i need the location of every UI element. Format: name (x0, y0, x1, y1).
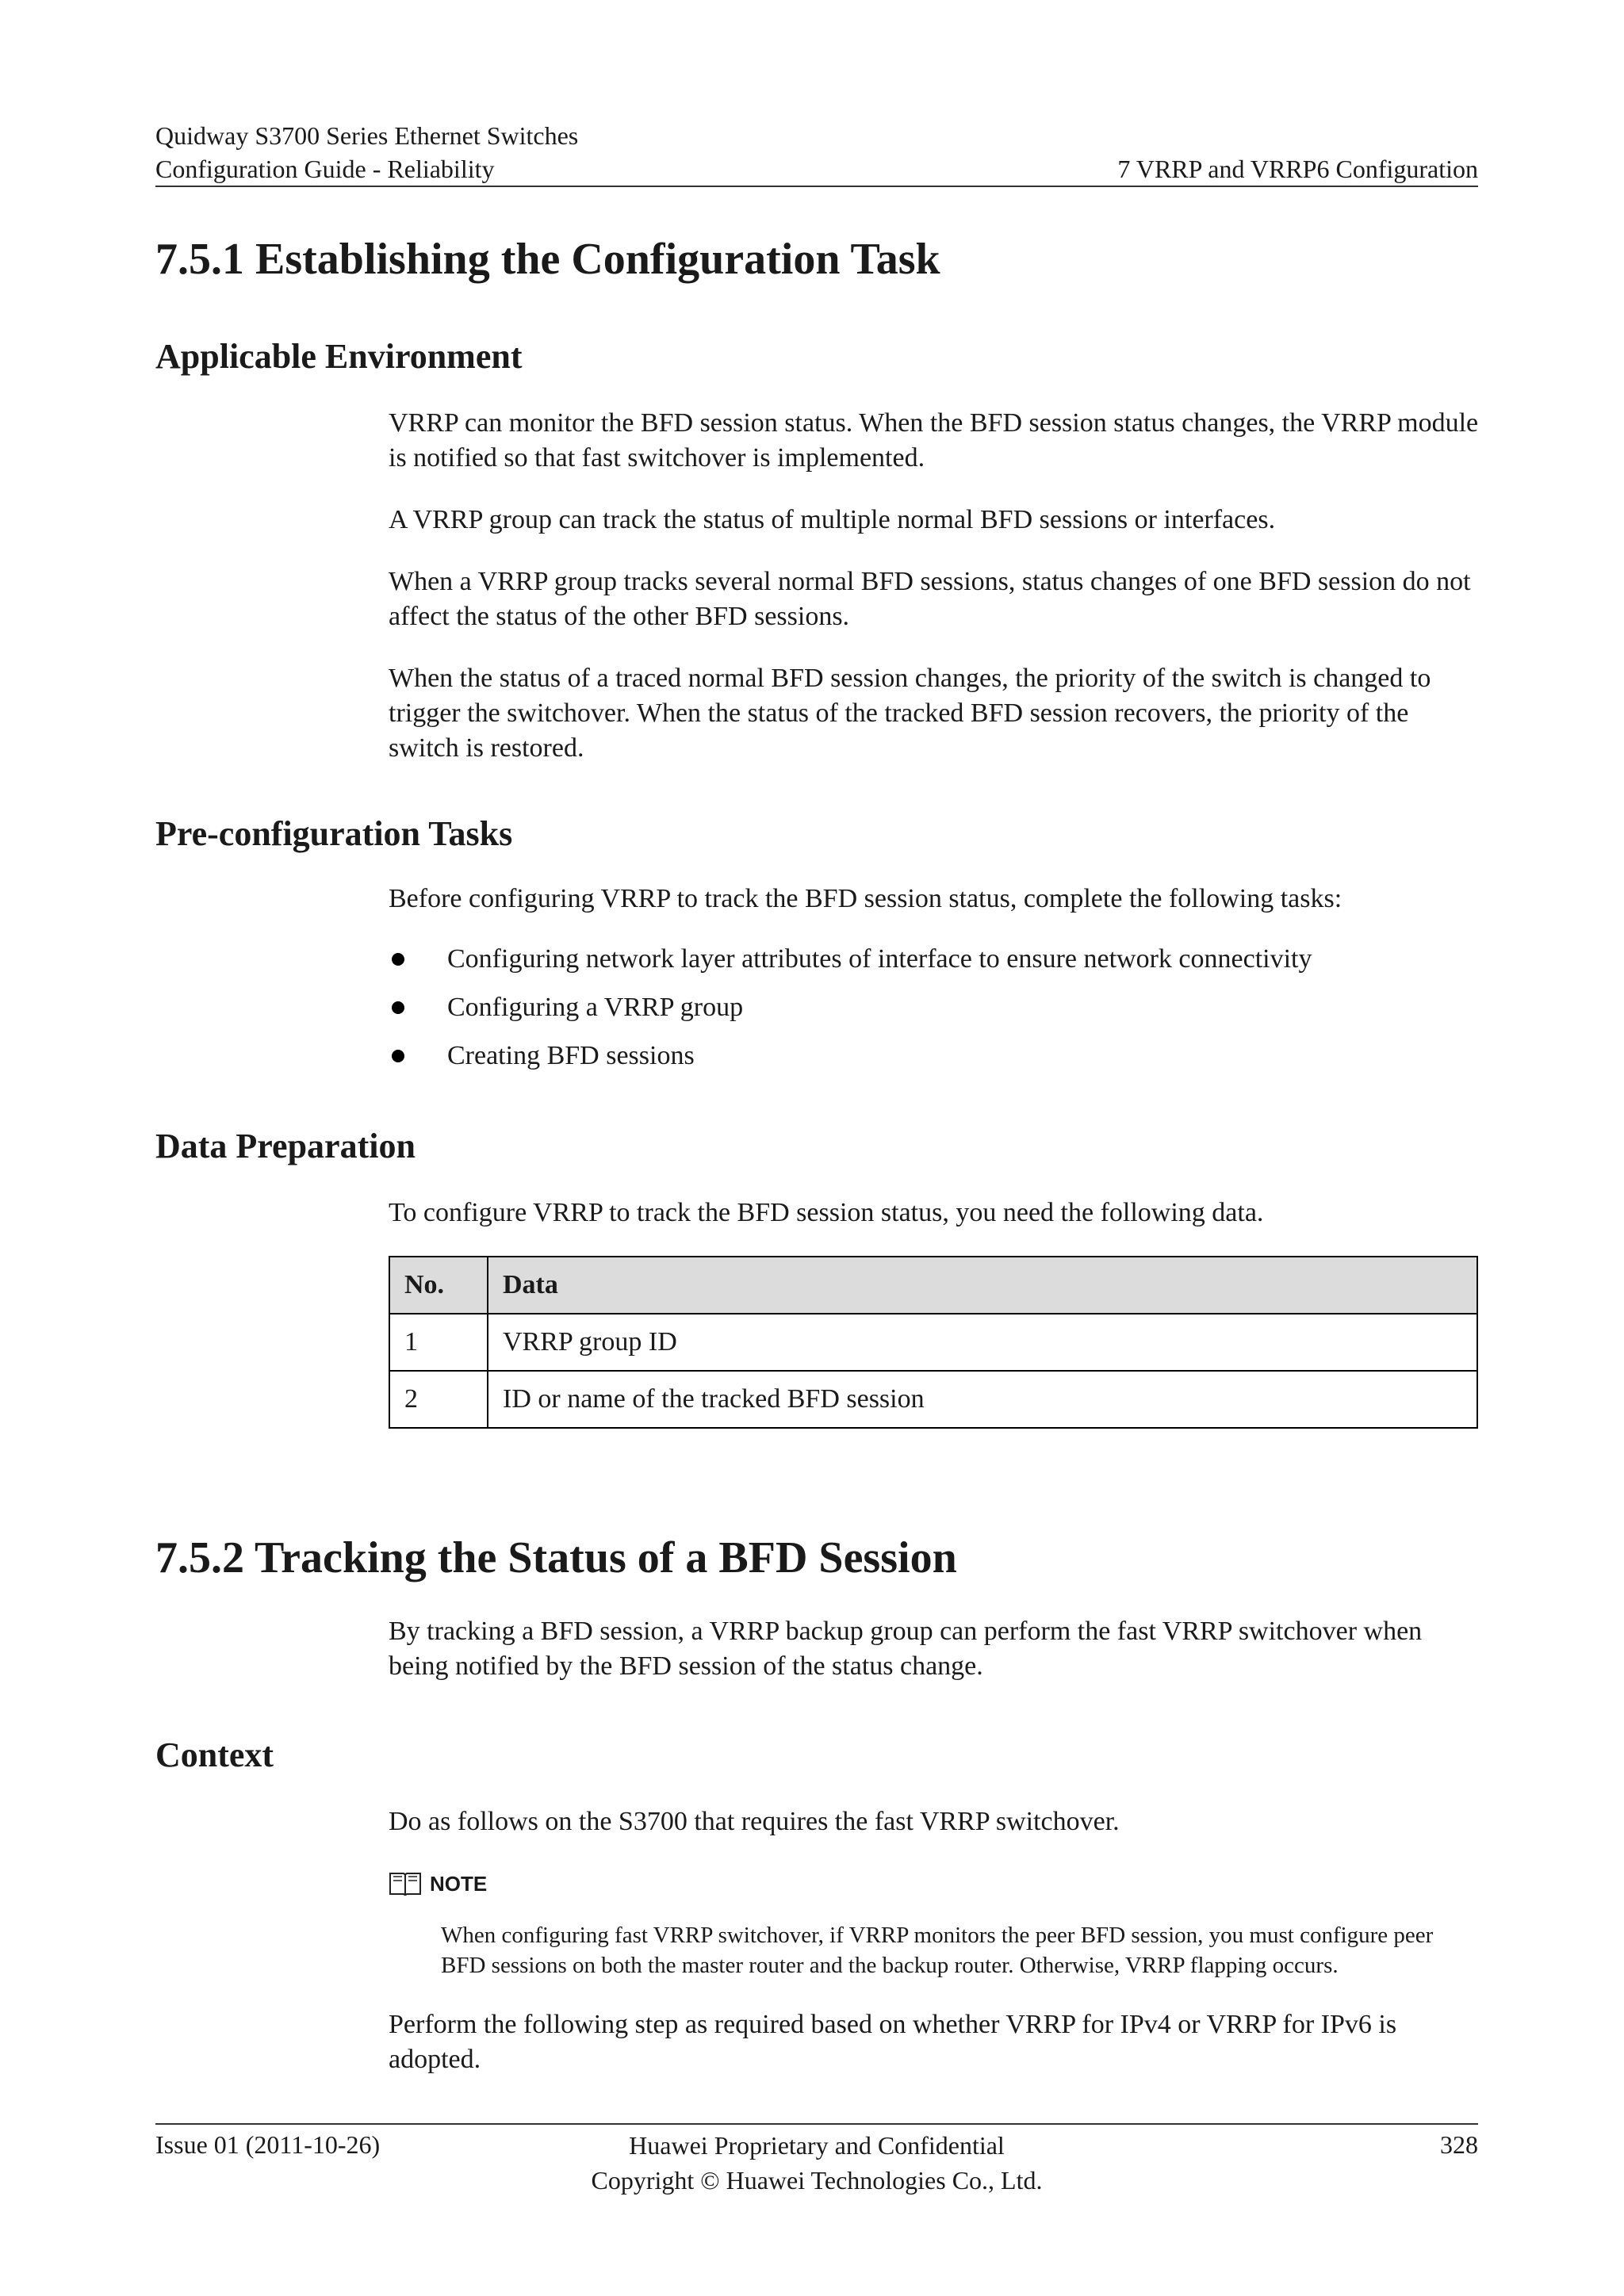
paragraph-tracking-intro: By tracking a BFD session, a VRRP backup group can perform the fast VRRP switchover when being notified by the BFD session of the status change. (389, 1617, 1423, 1681)
page-header (155, 119, 1478, 187)
paragraph-applicable-3: When a VRRP group tracks several normal BFD sessions, status changes of one BFD session do not affect the status of the other BFD sessions. (389, 567, 1471, 631)
preconfig-task-list (389, 942, 1483, 1087)
header-left (155, 119, 578, 186)
book-icon (389, 1870, 422, 1897)
paragraph-applicable-4: When the status of a traced normal BFD session changes, the priority of the switch is changed to trigger the switchover. When the status of the tracked BFD session recovers, the priority of the switch is restored. (389, 664, 1431, 763)
heading-applicable-environment: Applicable Environment (155, 337, 523, 376)
footer-proprietary: Huawei Proprietary and Confidential (629, 2131, 1005, 2160)
note-body: When configuring fast VRRP switchover, if VRRP monitors the peer BFD session, you must configure peer BFD sessions on both the master router and the backup router. Otherwise, VRRP flapping occurs. (441, 1923, 1434, 1978)
bullet-icon (392, 953, 404, 966)
paragraph-context-2: Perform the following step as required based on whether VRRP for IPv4 or VRRP for IPv6 is adopted. (389, 2010, 1397, 2074)
table-header-no: No. (389, 1257, 488, 1314)
list-item (389, 990, 1483, 1039)
table-cell-data: VRRP group ID (488, 1314, 1477, 1371)
section-title-7-5-1: 7.5.1 Establishing the Configuration Task (155, 235, 940, 284)
paragraph-applicable-2: A VRRP group can track the status of multiple normal BFD sessions or interfaces. (389, 505, 1276, 534)
paragraph-applicable-1: VRRP can monitor the BFD session status. When the BFD session status changes, the VRRP module is notified so that fast switchover is implemented. (389, 408, 1479, 473)
paragraph-context-1: Do as follows on the S3700 that requires the fast VRRP switchover. (389, 1807, 1120, 1836)
list-item (389, 942, 1483, 990)
table-cell-data: ID or name of the tracked BFD session (488, 1371, 1477, 1428)
header-guide-title: Configuration Guide - Reliability (155, 155, 495, 183)
heading-context: Context (155, 1735, 274, 1774)
paragraph-dataprep-intro: To configure VRRP to track the BFD session status, you need the following data. (389, 1198, 1264, 1227)
section-title-7-5-2: 7.5.2 Tracking the Status of a BFD Session (155, 1533, 957, 1582)
table-header-row (389, 1257, 1477, 1314)
table-row (389, 1371, 1477, 1428)
list-item (389, 1039, 1483, 1087)
footer-page-number: 328 (1440, 2130, 1478, 2159)
footer-center (155, 2128, 1478, 2198)
bullet-icon (392, 1050, 404, 1062)
list-item-text: Configuring a VRRP group (447, 993, 744, 1022)
header-chapter-title: 7 VRRP and VRRP6 Configuration (1117, 155, 1478, 183)
paragraph-preconfig-intro: Before configuring VRRP to track the BFD session status, complete the following tasks: (389, 884, 1342, 913)
data-preparation-table (389, 1256, 1478, 1429)
bullet-icon (392, 1001, 404, 1014)
heading-preconfiguration-tasks: Pre-configuration Tasks (155, 814, 513, 853)
table-row (389, 1314, 1477, 1371)
list-item-text: Creating BFD sessions (447, 1041, 695, 1070)
table-header-data: Data (488, 1257, 1477, 1314)
header-product-title: Quidway S3700 Series Ethernet Switches (155, 121, 579, 150)
table-cell-no: 1 (389, 1314, 488, 1371)
note-label (389, 1868, 487, 1900)
table-cell-no: 2 (389, 1371, 488, 1428)
heading-data-preparation: Data Preparation (155, 1127, 416, 1165)
footer-issue: Issue 01 (2011-10-26) (155, 2130, 381, 2159)
footer-copyright: Copyright © Huawei Technologies Co., Ltd. (591, 2166, 1043, 2195)
note-label-text: NOTE (430, 1871, 488, 1896)
page-footer (155, 2123, 1478, 2195)
list-item-text: Configuring network layer attributes of interface to ensure network connectivity (447, 944, 1312, 974)
